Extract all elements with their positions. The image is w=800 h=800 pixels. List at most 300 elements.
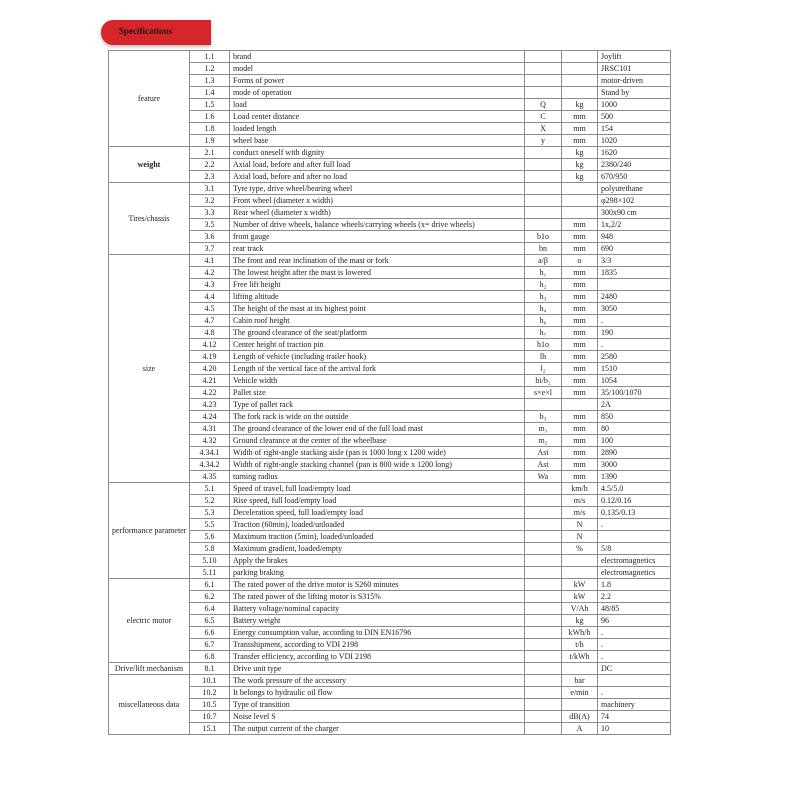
item-unit	[562, 207, 598, 219]
item-unit: mm	[562, 363, 598, 375]
item-symbol	[525, 159, 562, 171]
item-unit	[562, 63, 598, 75]
item-number: 1.6	[190, 111, 230, 123]
item-symbol: h₇	[525, 327, 562, 339]
item-unit: mm	[562, 339, 598, 351]
item-value: 74	[598, 711, 671, 723]
item-number: 15.1	[190, 723, 230, 735]
table-row	[109, 651, 671, 663]
specifications-banner	[101, 20, 211, 45]
item-value: electromagnetics	[598, 555, 671, 567]
table-row	[109, 363, 671, 375]
item-description: The work pressure of the accessory	[230, 675, 525, 687]
item-unit	[562, 195, 598, 207]
table-row	[109, 663, 671, 675]
item-number: 3.5	[190, 219, 230, 231]
item-unit: mm	[562, 303, 598, 315]
item-unit	[562, 555, 598, 567]
table-row	[109, 303, 671, 315]
item-description: Length of vehicle (including trailer hook)	[230, 351, 525, 363]
item-value: 2.2	[598, 591, 671, 603]
item-unit: e/min	[562, 687, 598, 699]
item-description: Axial load, before and after full load	[230, 159, 525, 171]
item-value: 0.12/0.16	[598, 495, 671, 507]
table-row	[109, 351, 671, 363]
item-value: .	[598, 639, 671, 651]
item-symbol	[525, 711, 562, 723]
item-value: 10	[598, 723, 671, 735]
table-row	[109, 75, 671, 87]
item-symbol	[525, 483, 562, 495]
item-number: 6.5	[190, 615, 230, 627]
table-row	[109, 327, 671, 339]
item-value: 5/8	[598, 543, 671, 555]
item-number: 8.1	[190, 663, 230, 675]
group-label: size	[109, 255, 190, 483]
item-description: front gauge	[230, 231, 525, 243]
item-unit: mm	[562, 291, 598, 303]
item-number: 2.2	[190, 159, 230, 171]
item-unit: mm	[562, 231, 598, 243]
table-row	[109, 675, 671, 687]
item-description: Type of transition	[230, 699, 525, 711]
item-symbol	[525, 495, 562, 507]
item-unit	[562, 75, 598, 87]
item-unit: mm	[562, 315, 598, 327]
item-value: motor-driven	[598, 75, 671, 87]
item-value: 670/950	[598, 171, 671, 183]
table-row	[109, 159, 671, 171]
item-number: 4.1	[190, 255, 230, 267]
item-value: 96	[598, 615, 671, 627]
item-value: machinery	[598, 699, 671, 711]
item-number: 4.2	[190, 267, 230, 279]
item-unit: mm	[562, 447, 598, 459]
table-row	[109, 723, 671, 735]
item-description: Rise speed, full load/empty load	[230, 495, 525, 507]
item-value: .	[598, 651, 671, 663]
item-symbol	[525, 615, 562, 627]
item-description: parking braking	[230, 567, 525, 579]
item-symbol: Wa	[525, 471, 562, 483]
item-value	[598, 531, 671, 543]
table-row	[109, 639, 671, 651]
page-title: Specifications	[119, 26, 172, 36]
item-description: Load center distance	[230, 111, 525, 123]
item-unit	[562, 87, 598, 99]
item-number: 2.3	[190, 171, 230, 183]
item-value: .	[598, 315, 671, 327]
item-value: 850	[598, 411, 671, 423]
item-number: 4.20	[190, 363, 230, 375]
item-symbol: m₁	[525, 423, 562, 435]
item-description: Width of right-angle stacking channel (pan is 800 wide x 1200 long)	[230, 459, 525, 471]
item-description: The output current of the charger	[230, 723, 525, 735]
table-row	[109, 171, 671, 183]
item-symbol	[525, 675, 562, 687]
item-symbol	[525, 399, 562, 411]
item-value: 100	[598, 435, 671, 447]
item-unit: kg	[562, 615, 598, 627]
item-unit: t/h	[562, 639, 598, 651]
item-number: 5.11	[190, 567, 230, 579]
item-unit: N	[562, 519, 598, 531]
item-number: 6.6	[190, 627, 230, 639]
item-symbol	[525, 651, 562, 663]
group-label: feature	[109, 51, 190, 147]
item-value: 4.5/5.0	[598, 483, 671, 495]
table-row	[109, 435, 671, 447]
item-number: 4.32	[190, 435, 230, 447]
item-value: 2580	[598, 351, 671, 363]
item-unit	[562, 183, 598, 195]
item-symbol: Ast	[525, 459, 562, 471]
table-row	[109, 291, 671, 303]
item-symbol: h₆	[525, 315, 562, 327]
table-row	[109, 123, 671, 135]
item-symbol: l₂	[525, 363, 562, 375]
item-unit	[562, 567, 598, 579]
item-symbol: X	[525, 123, 562, 135]
item-value: 1510	[598, 363, 671, 375]
item-symbol: y	[525, 135, 562, 147]
item-description: Energy consumption value, according to DIN EN16796	[230, 627, 525, 639]
item-unit	[562, 399, 598, 411]
item-description: model	[230, 63, 525, 75]
item-description: Forms of power	[230, 75, 525, 87]
item-description: It belongs to hydraulic oil flow	[230, 687, 525, 699]
item-value: 1000	[598, 99, 671, 111]
item-number: 6.8	[190, 651, 230, 663]
item-description: Axial load, before and after no load	[230, 171, 525, 183]
item-symbol: a/β	[525, 255, 562, 267]
item-number: 4.7	[190, 315, 230, 327]
table-row	[109, 555, 671, 567]
item-unit	[562, 51, 598, 63]
item-symbol	[525, 195, 562, 207]
item-number: 5.1	[190, 483, 230, 495]
item-description: Deceleration speed, full load/empty load	[230, 507, 525, 519]
item-unit: A	[562, 723, 598, 735]
item-unit: kW	[562, 591, 598, 603]
item-unit: kg	[562, 171, 598, 183]
item-number: 6.2	[190, 591, 230, 603]
table-row	[109, 531, 671, 543]
table-row	[109, 711, 671, 723]
item-description: Apply the brakes	[230, 555, 525, 567]
table-row	[109, 507, 671, 519]
item-unit: mm	[562, 411, 598, 423]
item-value: 1.8	[598, 579, 671, 591]
item-value: 948	[598, 231, 671, 243]
item-value: .	[598, 339, 671, 351]
item-number: 10.5	[190, 699, 230, 711]
item-symbol: bi/b₂	[525, 375, 562, 387]
table-row	[109, 567, 671, 579]
item-value: 2A	[598, 399, 671, 411]
table-row	[109, 423, 671, 435]
item-description: loaded length	[230, 123, 525, 135]
item-unit: mm	[562, 123, 598, 135]
item-value	[598, 675, 671, 687]
table-row	[109, 687, 671, 699]
item-symbol: s×e×l	[525, 387, 562, 399]
item-number: 4.19	[190, 351, 230, 363]
item-number: 1.2	[190, 63, 230, 75]
item-symbol: b₃	[525, 411, 562, 423]
table-row	[109, 63, 671, 75]
group-label: performance parameter	[109, 483, 190, 579]
table-row	[109, 183, 671, 195]
item-unit: mm	[562, 279, 598, 291]
item-value: .	[598, 519, 671, 531]
item-unit: mm	[562, 387, 598, 399]
item-symbol	[525, 639, 562, 651]
item-number: 4.35	[190, 471, 230, 483]
item-unit: bar	[562, 675, 598, 687]
item-unit: km/h	[562, 483, 598, 495]
item-value: .	[598, 687, 671, 699]
item-number: 5.2	[190, 495, 230, 507]
item-value: 3000	[598, 459, 671, 471]
item-description: Transshipment, according to VDI 2198	[230, 639, 525, 651]
table-row	[109, 519, 671, 531]
item-unit: kW	[562, 579, 598, 591]
item-number: 1.5	[190, 99, 230, 111]
item-number: 3.3	[190, 207, 230, 219]
item-description: Length of the vertical face of the arrival fork	[230, 363, 525, 375]
item-unit	[562, 663, 598, 675]
item-number: 5.3	[190, 507, 230, 519]
table-row	[109, 495, 671, 507]
table-row	[109, 99, 671, 111]
item-symbol: lh	[525, 351, 562, 363]
table-row	[109, 243, 671, 255]
item-unit: mm	[562, 459, 598, 471]
item-number: 10.2	[190, 687, 230, 699]
item-unit	[562, 699, 598, 711]
item-number: 1.1	[190, 51, 230, 63]
item-number: 3.6	[190, 231, 230, 243]
item-value: 1620	[598, 147, 671, 159]
item-number: 10.1	[190, 675, 230, 687]
item-unit: mm	[562, 219, 598, 231]
item-symbol	[525, 663, 562, 675]
group-label: miscellaneous data	[109, 675, 190, 735]
item-description: The rated power of the drive motor is S260 minutes	[230, 579, 525, 591]
item-unit: mm	[562, 375, 598, 387]
table-row	[109, 219, 671, 231]
table-row	[109, 339, 671, 351]
item-number: 6.4	[190, 603, 230, 615]
table-row	[109, 483, 671, 495]
item-symbol	[525, 51, 562, 63]
item-description: load	[230, 99, 525, 111]
item-value: 690	[598, 243, 671, 255]
item-value: 80	[598, 423, 671, 435]
item-unit: dB(A)	[562, 711, 598, 723]
group-label: Drive/lift mechanism	[109, 663, 190, 675]
item-number: 5.5	[190, 519, 230, 531]
item-symbol	[525, 579, 562, 591]
table-row	[109, 627, 671, 639]
item-symbol: h₄	[525, 303, 562, 315]
item-number: 4.3	[190, 279, 230, 291]
item-value: 2890	[598, 447, 671, 459]
table-row	[109, 411, 671, 423]
item-value: 154	[598, 123, 671, 135]
table-row	[109, 255, 671, 267]
item-number: 4.8	[190, 327, 230, 339]
item-description: Pallet size	[230, 387, 525, 399]
item-description: Transfer efficiency, according to VDI 2198	[230, 651, 525, 663]
item-symbol	[525, 87, 562, 99]
item-description: The front and rear inclination of the mast or fork	[230, 255, 525, 267]
table-row	[109, 447, 671, 459]
item-value: .	[598, 627, 671, 639]
item-number: 4.4	[190, 291, 230, 303]
item-symbol	[525, 723, 562, 735]
item-number: 1.4	[190, 87, 230, 99]
item-unit: kWh/h	[562, 627, 598, 639]
item-symbol	[525, 567, 562, 579]
item-unit: mm	[562, 267, 598, 279]
item-symbol: b1o	[525, 231, 562, 243]
item-symbol: C	[525, 111, 562, 123]
item-symbol: h₂	[525, 279, 562, 291]
item-description: Maximum traction (5min), loaded/unloaded	[230, 531, 525, 543]
item-description: Traction (60min), loaded/unloaded	[230, 519, 525, 531]
table-row	[109, 699, 671, 711]
item-number: 4.12	[190, 339, 230, 351]
table-row	[109, 51, 671, 63]
item-unit: kg	[562, 99, 598, 111]
item-description: conduct oneself with dignity	[230, 147, 525, 159]
item-number: 1.8	[190, 123, 230, 135]
table-row	[109, 579, 671, 591]
item-description: Maximum gradient, loaded/empty	[230, 543, 525, 555]
table-row	[109, 543, 671, 555]
item-description: The lowest height after the mast is lowered	[230, 267, 525, 279]
table-row	[109, 279, 671, 291]
item-number: 4.24	[190, 411, 230, 423]
item-value: 2380/240	[598, 159, 671, 171]
table-row	[109, 207, 671, 219]
item-number: 4.22	[190, 387, 230, 399]
item-value: 35/100/1070	[598, 387, 671, 399]
item-value: JRSC101	[598, 63, 671, 75]
item-symbol	[525, 75, 562, 87]
item-unit: mm	[562, 351, 598, 363]
item-value: 300x90 cm	[598, 207, 671, 219]
item-number: 1.3	[190, 75, 230, 87]
item-value: 1835	[598, 267, 671, 279]
item-value: 48/85	[598, 603, 671, 615]
item-symbol	[525, 63, 562, 75]
item-number: 4.34.2	[190, 459, 230, 471]
item-unit: kg	[562, 159, 598, 171]
item-number: 2.1	[190, 147, 230, 159]
item-unit: mm	[562, 435, 598, 447]
item-symbol	[525, 603, 562, 615]
item-description: The ground clearance of the seat/platform	[230, 327, 525, 339]
item-unit: mm	[562, 423, 598, 435]
item-value: Joylift	[598, 51, 671, 63]
item-symbol	[525, 687, 562, 699]
item-symbol	[525, 207, 562, 219]
table-row	[109, 195, 671, 207]
item-symbol: h₁	[525, 267, 562, 279]
item-symbol: bn	[525, 243, 562, 255]
item-value: 3050	[598, 303, 671, 315]
item-number: 3.7	[190, 243, 230, 255]
table-row	[109, 471, 671, 483]
item-description: Cabin roof height	[230, 315, 525, 327]
item-description: Center height of traction pin	[230, 339, 525, 351]
table-row	[109, 267, 671, 279]
item-description: The ground clearance of the lower end of the full load mast	[230, 423, 525, 435]
item-value: 500	[598, 111, 671, 123]
item-number: 5.6	[190, 531, 230, 543]
item-symbol	[525, 507, 562, 519]
specifications-table	[108, 50, 671, 735]
group-label: weight	[109, 147, 190, 183]
item-number: 1.9	[190, 135, 230, 147]
item-value: Stand by	[598, 87, 671, 99]
item-number: 10.7	[190, 711, 230, 723]
item-symbol	[525, 543, 562, 555]
item-number: 4.5	[190, 303, 230, 315]
table-row	[109, 591, 671, 603]
item-symbol: h1o	[525, 339, 562, 351]
item-unit: mm	[562, 111, 598, 123]
item-number: 4.31	[190, 423, 230, 435]
item-description: Speed of travel, full load/empty load	[230, 483, 525, 495]
item-number: 5.8	[190, 543, 230, 555]
item-unit: t/kWh	[562, 651, 598, 663]
item-number: 5.10	[190, 555, 230, 567]
item-symbol: Ast	[525, 447, 562, 459]
item-number: 6.1	[190, 579, 230, 591]
item-unit: %	[562, 543, 598, 555]
table-row	[109, 375, 671, 387]
table-row	[109, 459, 671, 471]
item-unit: V/Ah	[562, 603, 598, 615]
item-symbol	[525, 519, 562, 531]
item-symbol: h₃	[525, 291, 562, 303]
item-value: 190	[598, 327, 671, 339]
group-label: electric motor	[109, 579, 190, 663]
item-symbol	[525, 699, 562, 711]
item-unit: mm	[562, 243, 598, 255]
item-unit: mm	[562, 135, 598, 147]
item-symbol: m₂	[525, 435, 562, 447]
item-description: Ground clearance at the center of the wheelbase	[230, 435, 525, 447]
item-unit: mm	[562, 471, 598, 483]
item-description: Battery weight	[230, 615, 525, 627]
table-row	[109, 231, 671, 243]
item-description: The fork rack is wide on the outside	[230, 411, 525, 423]
item-description: Width of right-angle stacking aisle (pan is 1000 long x 1200 wide)	[230, 447, 525, 459]
item-unit: N	[562, 531, 598, 543]
item-value	[598, 279, 671, 291]
item-symbol	[525, 183, 562, 195]
table-row	[109, 399, 671, 411]
item-symbol: Q	[525, 99, 562, 111]
table-row	[109, 87, 671, 99]
table-row	[109, 603, 671, 615]
item-value: 3/3	[598, 255, 671, 267]
